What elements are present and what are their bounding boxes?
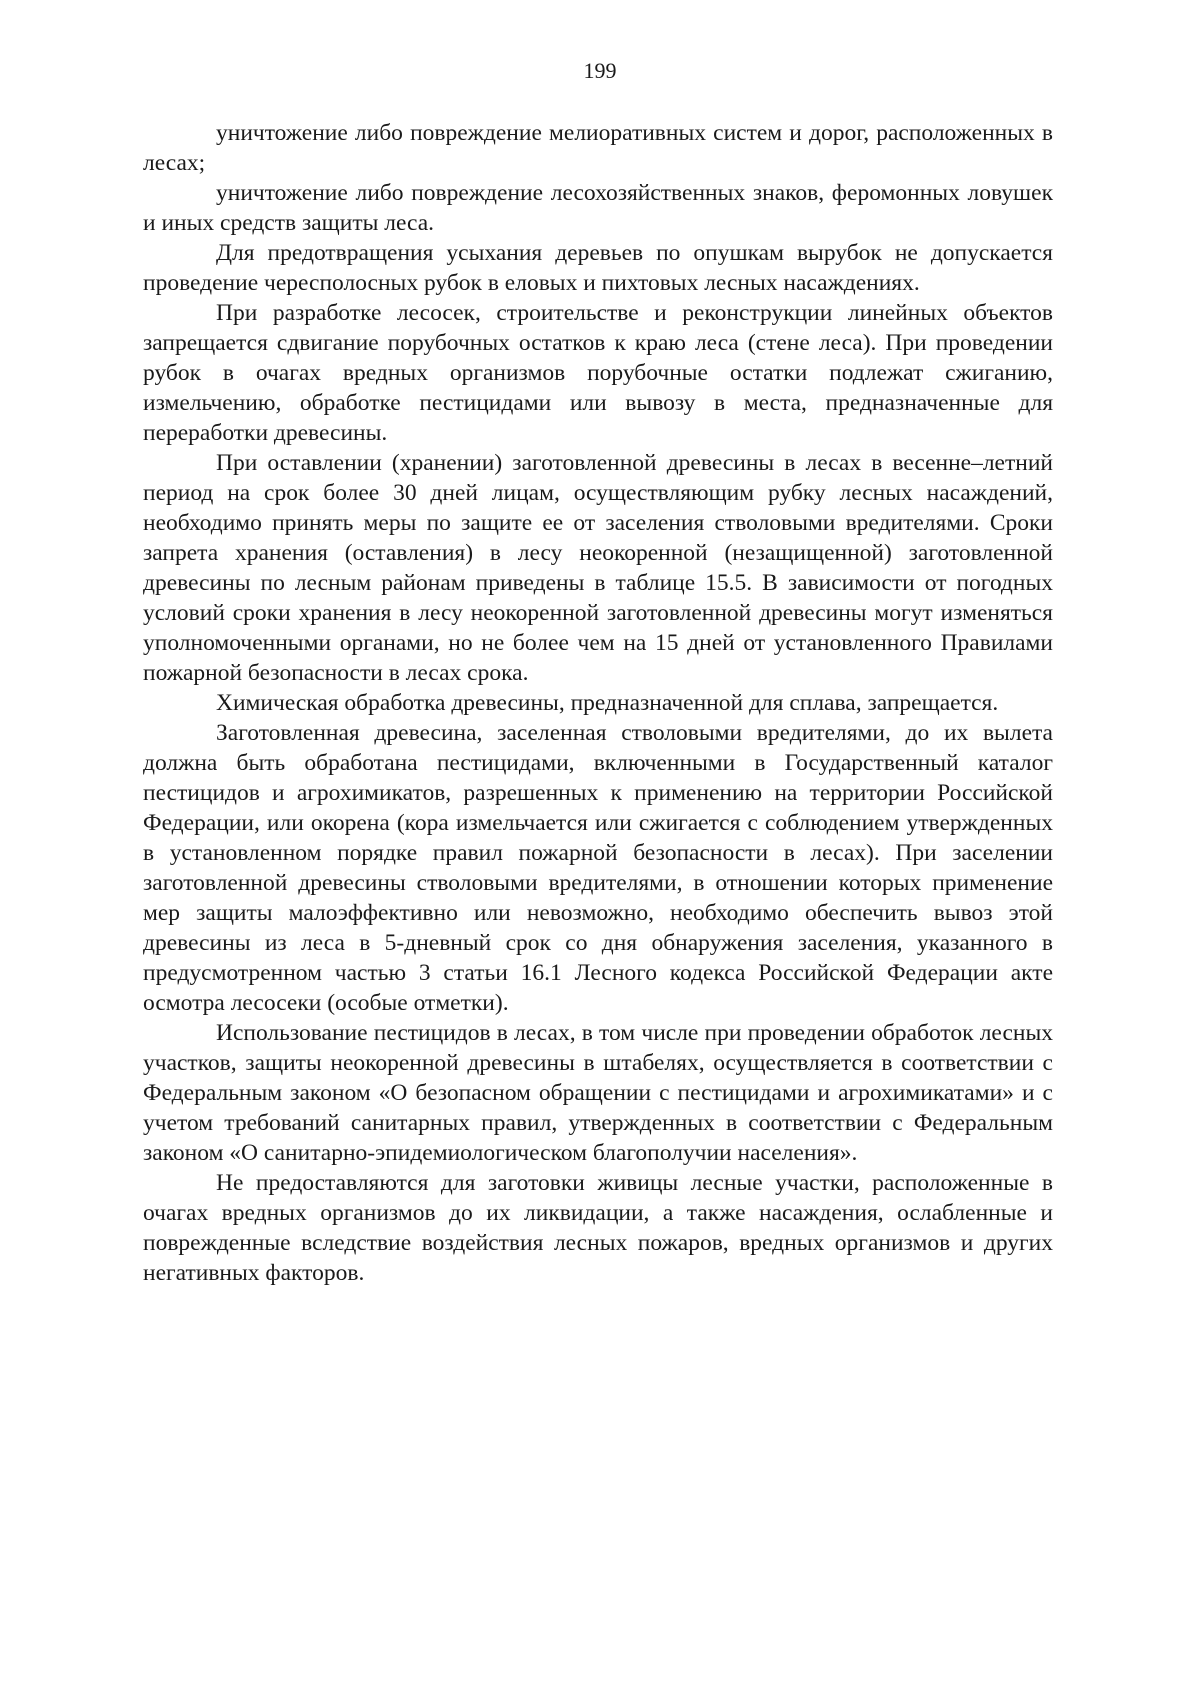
paragraph: Заготовленная древесина, заселенная стволовыми вредителями, до их вылета должна быть обработана пестицидами, включенными в Государственный каталог пестицидов и агрохимикатов, разрешенных к применению на территории Российской Федерации, или окорена (кора измельчается или сжигается с соблюдением утвержденных в установленном порядке правил пожарной безопасности в лесах). При заселении заготовленной древесины стволовыми вредителями, в отношении которых применение мер защиты малоэффективно или невозможно, необходимо обеспечить вывоз этой древесины из леса в 5-дневный срок со дня обнаружения заселения, указанного в предусмотренном частью 3 статьи 16.1 Лесного кодекса Российской Федерации акте осмотра лесосеки (особые отметки). <box>143 720 1053 1016</box>
page-number: 199 <box>583 58 617 83</box>
paragraph: При оставлении (хранении) заготовленной древесины в лесах в весенне–летний период на срок более 30 дней лицам, осуществляющим рубку лесных насаждений, необходимо принять меры по защите ее от заселения стволовыми вредителями. Сроки запрета хранения (оставления) в лесу неокоренной (незащищенной) заготовленной древесины по лесным районам приведены в таблице 15.5. В зависимости от погодных условий сроки хранения в лесу неокоренной заготовленной древесины могут изменяться уполномоченными органами, но не более чем на 15 дней от установленного Правилами пожарной безопасности в лесах срока. <box>143 450 1053 686</box>
document-body <box>143 118 1053 1288</box>
paragraph: При разработке лесосек, строительстве и реконструкции линейных объектов запрещается сдвигание порубочных остатков к краю леса (стене леса). При проведении рубок в очагах вредных организмов порубочные остатки подлежат сжиганию, измельчению, обработке пестицидами или вывозу в места, предназначенные для переработки древесины. <box>143 300 1053 446</box>
paragraph: Не предоставляются для заготовки живицы лесные участки, расположенные в очагах вредных организмов до их ликвидации, а также насаждения, ослабленные и поврежденные вследствие воздействия лесных пожаров, вредных организмов и других негативных факторов. <box>143 1170 1053 1286</box>
paragraph: Для предотвращения усыхания деревьев по опушкам вырубок не допускается проведение чересполосных рубок в еловых и пихтовых лесных насаждениях. <box>143 240 1053 296</box>
paragraph: Химическая обработка древесины, предназначенной для сплава, запрещается. <box>216 690 999 716</box>
paragraph: уничтожение либо повреждение лесохозяйственных знаков, феромонных ловушек и иных средств защиты леса. <box>143 180 1053 236</box>
paragraph: уничтожение либо повреждение мелиоративных систем и дорог, расположенных в лесах; <box>143 120 1053 176</box>
paragraph: Использование пестицидов в лесах, в том числе при проведении обработок лесных участков, защиты неокоренной древесины в штабелях, осуществляется в соответствии с Федеральным законом «О безопасном обращении с пестицидами и агрохимикатами» и с учетом требований санитарных правил, утвержденных в соответствии с Федеральным законом «О санитарно-эпидемиологическом благополучии населения». <box>143 1020 1053 1166</box>
